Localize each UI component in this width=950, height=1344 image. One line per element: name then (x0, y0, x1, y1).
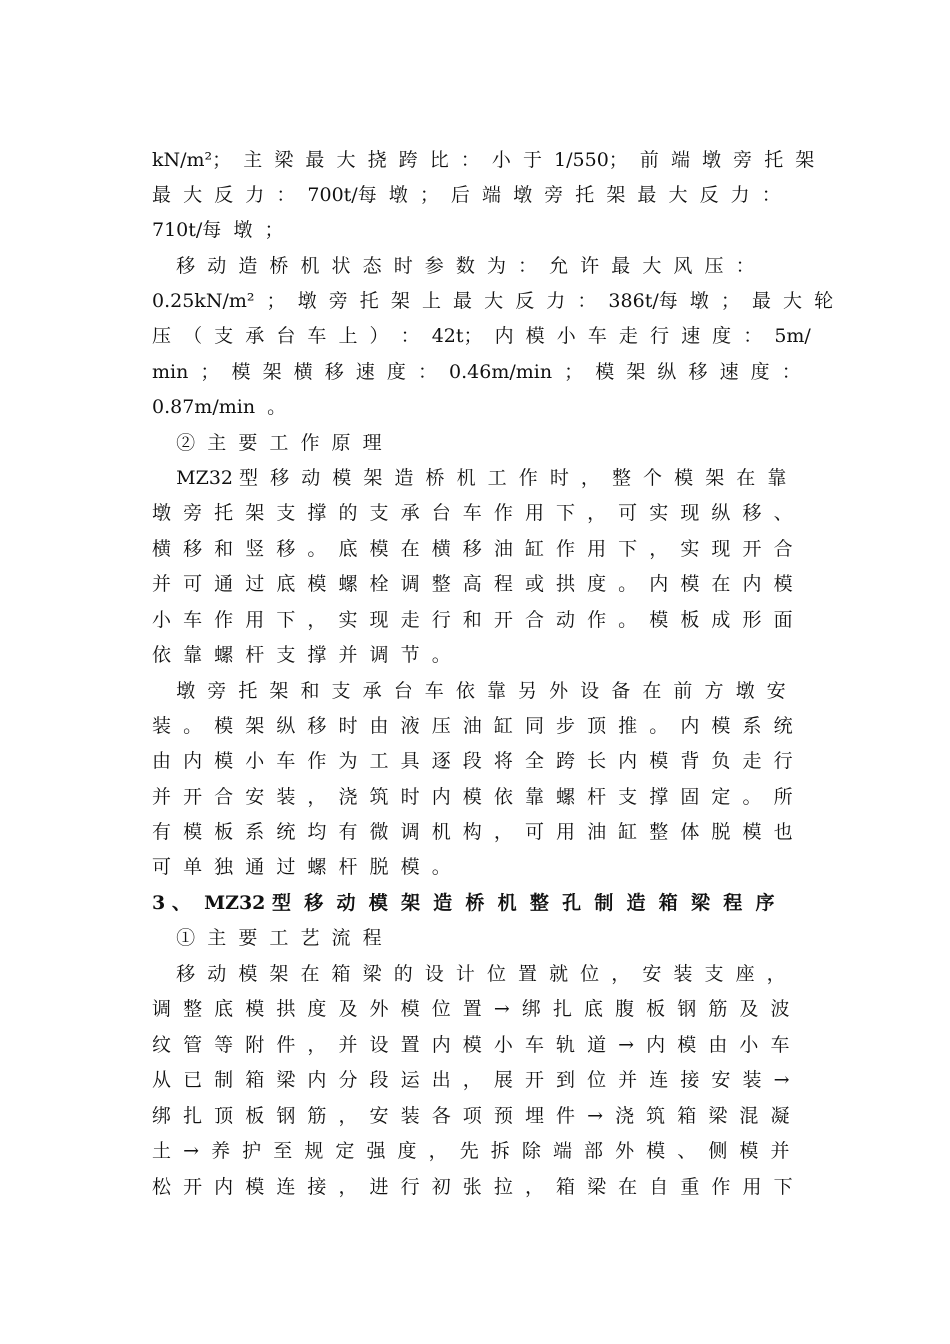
section-heading-process-flow: ① 主 要 工 艺 流 程 (152, 927, 382, 949)
text-line-19: 并 开 合 安 装 ， 浇 筑 时 内 模 依 靠 螺 杆 支 撑 固 定 。 所 (152, 786, 793, 808)
text-line-2: 最 大 反 力 ： 700t/每 墩 ； 后 端 墩 旁 托 架 最 大 反 力 ： (152, 184, 781, 206)
text-line-12: 横 移 和 竖 移 。 底 模 在 横 移 油 缸 作 用 下 ， 实 现 开 合 (152, 538, 793, 560)
text-line-25: 调 整 底 模 拱 度 及 外 模 位 置 → 绑 扎 底 腹 板 钢 筋 及 波 (152, 998, 790, 1020)
text-line-21: 可 单 独 通 过 螺 杆 脱 模 。 (152, 856, 451, 878)
section-heading-procedure: 3 、 MZ32 型 移 动 模 架 造 桥 机 整 孔 制 造 箱 梁 程 序 (152, 892, 775, 914)
text-line-4: 移 动 造 桥 机 状 态 时 参 数 为 ： 允 许 最 大 风 压 ： (152, 255, 755, 277)
text-line-7: min ； 模 架 横 移 速 度 ： 0.46m/min ； 模 架 纵 移 速 度 ： (152, 361, 801, 383)
text-line-15: 依 靠 螺 杆 支 撑 并 调 节 。 (152, 644, 451, 666)
text-line-10: MZ32 型 移 动 模 架 造 桥 机 工 作 时 ， 整 个 模 架 在 靠 (152, 467, 787, 489)
text-line-28: 绑 扎 顶 板 钢 筋 ， 安 装 各 项 预 埋 件 → 浇 筑 箱 梁 混 凝 (152, 1105, 790, 1127)
text-line-3: 710t/每 墩 ； (152, 219, 284, 241)
text-line-16: 墩 旁 托 架 和 支 承 台 车 依 靠 另 外 设 备 在 前 方 墩 安 (152, 680, 786, 702)
text-line-1: kN/m²； 主 梁 最 大 挠 跨 比 ： 小 于 1/550； 前 端 墩 旁 托 架 (152, 149, 815, 171)
text-line-27: 从 已 制 箱 梁 内 分 段 运 出 ， 展 开 到 位 并 连 接 安 装 → (152, 1069, 790, 1091)
text-line-30: 松 开 内 模 连 接 ， 进 行 初 张 拉 ， 箱 梁 在 自 重 作 用 下 (152, 1176, 793, 1198)
text-line-29: 土 → 养 护 至 规 定 强 度 ， 先 拆 除 端 部 外 模 、 侧 模 并 (152, 1140, 790, 1162)
text-line-6: 压 （ 支 承 台 车 上 ） ： 42t； 内 模 小 车 走 行 速 度 ： 5m/ (152, 325, 811, 347)
text-line-26: 纹 管 等 附 件 ， 并 设 置 内 模 小 车 轨 道 → 内 模 由 小 车 (152, 1034, 790, 1056)
text-line-20: 有 模 板 系 统 均 有 微 调 机 构 ， 可 用 油 缸 整 体 脱 模 也 (152, 821, 793, 843)
text-line-13: 并 可 通 过 底 模 螺 栓 调 整 高 程 或 拱 度 。 内 模 在 内 模 (152, 573, 793, 595)
text-line-24: 移 动 模 架 在 箱 梁 的 设 计 位 置 就 位 ， 安 装 支 座 ， (152, 963, 786, 985)
text-line-8: 0.87m/min 。 (152, 396, 287, 418)
section-heading-work-principle: ② 主 要 工 作 原 理 (152, 432, 382, 454)
text-line-17: 装 。 模 架 纵 移 时 由 液 压 油 缸 同 步 顶 推 。 内 模 系 统 (152, 715, 793, 737)
text-line-18: 由 内 模 小 车 作 为 工 具 逐 段 将 全 跨 长 内 模 背 负 走 行 (152, 750, 793, 772)
text-line-14: 小 车 作 用 下 ， 实 现 走 行 和 开 合 动 作 。 模 板 成 形 面 (152, 609, 793, 631)
text-line-5: 0.25kN/m² ； 墩 旁 托 架 上 最 大 反 力 ： 386t/每 墩 ； 最 大 轮 (152, 290, 834, 312)
text-line-11: 墩 旁 托 架 支 撑 的 支 承 台 车 作 用 下 ， 可 实 现 纵 移 、 (152, 502, 793, 524)
